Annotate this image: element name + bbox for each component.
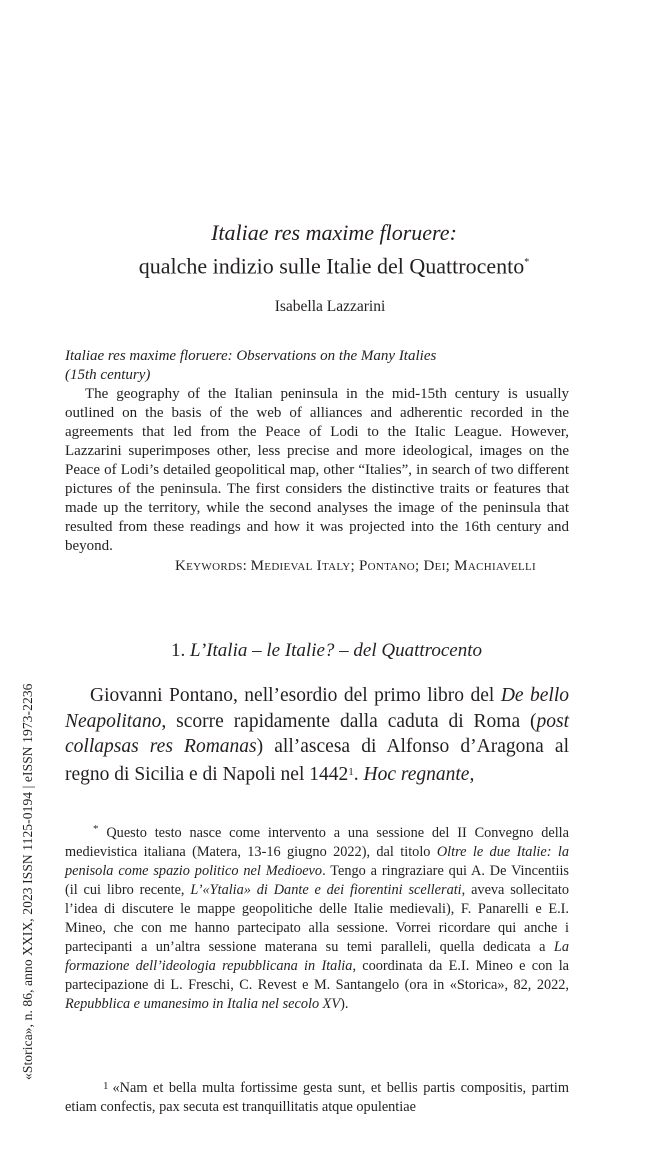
footnote-text-run: , aveva sollecitato l’idea di discutere le mappe geopolitiche delle Italie medievali), F. Panarelli e E.I. Mineo, che con me hanno partecipato alla sessione. Vorrei ricordare qui anche i partecipanti a un’altra sessione materana su temi paralleli, quella dedicata a xyxy=(65,882,569,955)
footnote-italic-run: Repubblica e umanesimo in Italia nel secolo XV xyxy=(65,996,341,1012)
keywords xyxy=(175,556,569,576)
body-text-run: , scorre rapidamente dalla caduta di Roma ( xyxy=(161,710,537,732)
keywords-label: Keywords: xyxy=(175,558,248,574)
article-title-line-2 xyxy=(18,248,650,281)
footnote-star xyxy=(65,820,569,1014)
abstract-title-line-2: (15th century) xyxy=(65,367,151,383)
abstract xyxy=(65,347,569,576)
footnote-text-run: «Nam et bella multa fortissime gesta sunt, et bellis partis compositis, partim etiam confectis, pax secuta est tranquillitatis atque opulentiae xyxy=(65,1080,569,1115)
footnote-mark: 1 xyxy=(103,1080,109,1092)
footnote-text-run: , coordinata da E.I. Mineo e con la partecipazione di L. Freschi, C. Revest e M. Santangelo (ora in «Storica», 82, 2022, xyxy=(65,958,570,993)
author-name: Isabella Lazzarini xyxy=(274,298,386,316)
footnote-text-run: Questo testo nasce come intervento a una sessione del II Convegno della medievistica italiana (Matera, 13-16 giugno 2022), dal titolo xyxy=(65,825,569,860)
abstract-body: The geography of the Italian peninsula in the mid-15th century is usually outlined on the basis of the web of alliances and adherentic recorded in the agreements that led from the Peace of Lodi to the Italic League. However, Lazzarini superimposes other, less precise and more ideological, images on the Peace of Lodi’s detailed geopolitical map, other “Italies”, in search of two different pictures of the peninsula. The first considers the distinctive traits or features that made up the territory, while the second analyses the image of the peninsula that resulted from these readings and how it was projected into the 16th century and beyond. xyxy=(65,386,569,554)
footnote-italic-run: Oltre le due Italie: la penisola come spazio politico nel Medioevo xyxy=(65,844,569,879)
body-paragraph xyxy=(65,683,569,787)
journal-side-reference: «Storica», n. 86, anno XXIX, 2023 ISSN 1125-0194 | eISSN 1973-2236 xyxy=(20,683,35,1080)
body-italic-run: post collapsas res Romanas xyxy=(65,710,569,757)
footnote-1 xyxy=(65,1077,569,1117)
section-number: 1. xyxy=(171,640,186,661)
title-footnote-mark: * xyxy=(524,257,530,268)
body-text-run: Giovanni Pontano, nell’esordio del primo libro del xyxy=(90,685,501,706)
article-title-colon: : xyxy=(449,220,457,245)
abstract-title-line-1: Italiae res maxime floruere: Observations on the Many Italies xyxy=(65,348,437,364)
section-heading xyxy=(171,640,482,662)
article-title-line-1 xyxy=(18,218,650,248)
article-subtitle: qualche indizio sulle Italie del Quattrocento xyxy=(138,253,525,279)
body-italic-run: Hoc regnante, xyxy=(363,763,475,785)
article-title-block xyxy=(0,218,650,317)
footnote-reference: 1 xyxy=(348,765,354,778)
footnote-italic-run: L’«Ytalia» di Dante e dei fiorentini scellerati xyxy=(190,882,462,898)
article-title-italic: Italiae res maxime floruere xyxy=(211,220,450,245)
body-text-run: . xyxy=(353,763,364,785)
footnote-star-text xyxy=(65,820,569,1014)
footnote-italic-run: La formazione dell’ideologia repubblicana in Italia xyxy=(65,939,569,974)
footnote-text-run: ). xyxy=(340,996,349,1012)
keywords-list: Medieval Italy; Pontano; Dei; Machiavelli xyxy=(250,558,536,574)
footnote-mark: * xyxy=(93,823,99,835)
body-text-run: ) all’ascesa di Alfonso d’Aragona al regno di Sicilia e di Napoli nel 1442 xyxy=(65,736,569,785)
body-italic-run: De bello Neapolitano xyxy=(65,685,570,732)
section-title: L’Italia – le Italie? – del Quattrocento xyxy=(190,640,482,661)
footnote-text-run: . Tengo a ringraziare qui A. De Vincentiis (il cui libro recente, xyxy=(65,863,569,898)
